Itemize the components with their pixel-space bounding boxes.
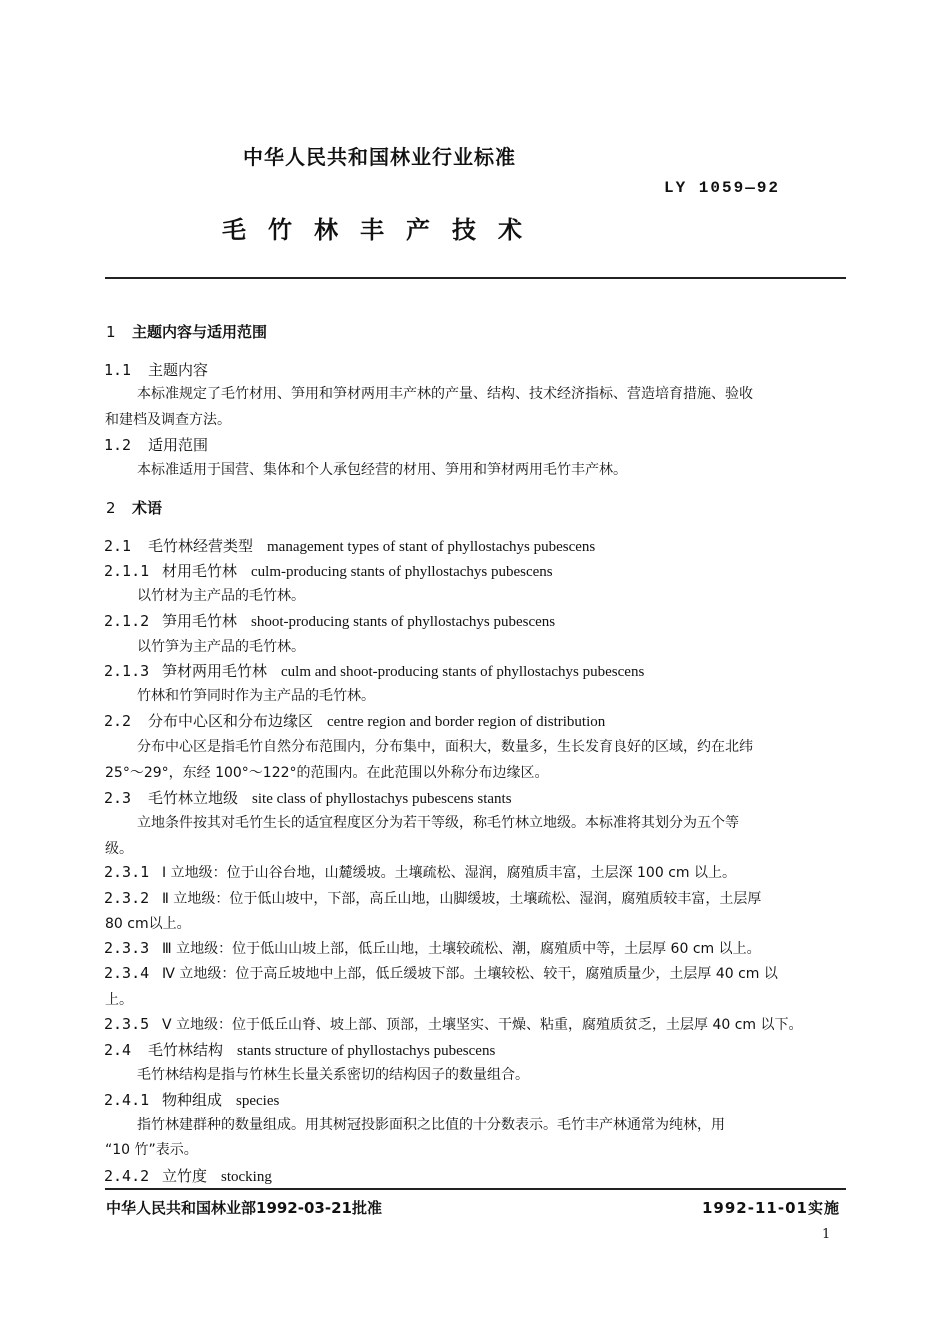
english-term: site class of phyllostachys pubescens stants <box>252 791 512 807</box>
section-title: 毛竹林经营类型 <box>148 537 254 555</box>
paragraph-line: 本标准适用于国营、集体和个人承包经营的材用、笋用和笋材两用毛竹丰产林。 <box>137 462 627 478</box>
section-number: 2.1.1 <box>104 562 150 580</box>
site-class-text: Ⅰ 立地级：位于山谷台地，山麓缓坡。土壤疏松、湿润，腐殖质丰富，土层深 100 cm 以上。 <box>162 865 736 881</box>
site-class-text: Ⅴ 立地级：位于低丘山脊、坡上部、顶部，土壤坚实、干燥、粘重，腐殖质贫乏，土层厚 40 cm 以下。 <box>162 1017 803 1033</box>
english-term: stants structure of phyllostachys pubescens <box>237 1043 496 1059</box>
paragraph-line: 和建档及调查方法。 <box>105 412 231 428</box>
site-class-2 <box>104 888 761 908</box>
section-number: 2.4.2 <box>104 1167 150 1185</box>
header-divider <box>105 277 846 279</box>
site-class-1 <box>104 862 736 882</box>
section-title: 主题内容与适用范围 <box>132 323 268 341</box>
section-title: 笋材两用毛竹林 <box>162 662 268 680</box>
section-2-1-heading <box>104 535 595 556</box>
document-title: 毛竹林丰产技术 <box>222 216 544 244</box>
section-number: 2.3.1 <box>104 863 150 881</box>
paragraph-line: 25°～29°，东经 100°～122°的范围内。在此范围以外称分布边缘区。 <box>105 765 549 781</box>
english-term: centre region and border region of distribution <box>327 714 606 730</box>
site-class-text: Ⅱ 立地级：位于低山坡中，下部，高丘山地，山脚缓坡，土壤疏松、湿润，腐殖质较丰富，土层厚 <box>162 891 762 907</box>
section-title: 毛竹林立地级 <box>148 789 239 807</box>
paragraph-line: 以竹材为主产品的毛竹林。 <box>137 588 305 604</box>
section-number: 1 <box>106 323 116 341</box>
section-1-2-heading <box>104 434 208 455</box>
section-2-3-heading <box>104 787 512 808</box>
section-2-4-heading <box>104 1039 495 1060</box>
paragraph-line: 指竹林建群种的数量组成。用其树冠投影面积之比值的十分数表示。毛竹丰产林通常为纯林，用 <box>137 1117 725 1133</box>
paragraph-line: 级。 <box>105 841 133 857</box>
section-2-1-3-heading <box>104 660 644 681</box>
paragraph-line: 毛竹林结构是指与竹林生长量关系密切的结构因子的数量组合。 <box>137 1067 529 1083</box>
paragraph-line: 80 cm以上。 <box>105 916 191 932</box>
section-title: 分布中心区和分布边缘区 <box>148 712 314 730</box>
page-number: 1 <box>822 1227 831 1242</box>
section-number: 2.3.4 <box>104 964 150 982</box>
section-title: 毛竹林结构 <box>148 1041 224 1059</box>
section-title: 适用范围 <box>148 436 209 454</box>
english-term: culm-producing stants of phyllostachys pubescens <box>251 564 553 580</box>
site-class-text: Ⅲ 立地级：位于低山山坡上部，低丘山地，土壤较疏松、潮，腐殖质中等，土层厚 60 cm 以上。 <box>162 941 761 957</box>
section-2-1-2-heading <box>104 610 555 631</box>
footer-divider <box>105 1188 846 1190</box>
site-class-5 <box>104 1014 803 1034</box>
paragraph-line: “10 竹”表示。 <box>105 1142 198 1158</box>
english-term: species <box>236 1093 280 1109</box>
section-number: 2.2 <box>104 712 132 730</box>
section-2-2-heading <box>104 710 605 731</box>
section-title: 物种组成 <box>162 1091 223 1109</box>
section-number: 2.4 <box>104 1041 132 1059</box>
paragraph-line: 以竹笋为主产品的毛竹林。 <box>137 639 305 655</box>
section-number: 2.3 <box>104 789 132 807</box>
paragraph-line: 竹林和竹笋同时作为主产品的毛竹林。 <box>137 688 375 704</box>
section-number: 2.3.5 <box>104 1015 150 1033</box>
site-class-4 <box>104 963 778 983</box>
site-class-text: Ⅳ 立地级：位于高丘坡地中上部，低丘缓坡下部。土壤较松、较干，腐殖质量少，土层厚 40 cm 以 <box>162 966 778 982</box>
section-title: 立竹度 <box>162 1167 208 1185</box>
section-number: 2.4.1 <box>104 1091 150 1109</box>
approval-date: 中华人民共和国林业部1992-03-21批准 <box>106 1199 382 1217</box>
section-title: 笋用毛竹林 <box>162 612 238 630</box>
english-term: stocking <box>221 1169 272 1185</box>
section-number: 1.1 <box>104 361 132 379</box>
section-1-1-heading <box>104 359 208 380</box>
english-term: management types of stant of phyllostachys pubescens <box>267 539 596 555</box>
paragraph-line: 立地条件按其对毛竹生长的适宜程度区分为若干等级，称毛竹林立地级。本标准将其划分为五个等 <box>137 815 739 831</box>
paragraph-line: 分布中心区是指毛竹自然分布范围内，分布集中，面积大，数量多，生长发育良好的区域，约在北纬 <box>137 739 753 755</box>
effective-date: 1992-11-01实施 <box>702 1199 840 1217</box>
section-2-4-1-heading <box>104 1089 279 1110</box>
section-number: 2.3.2 <box>104 889 150 907</box>
issuing-standard-heading: 中华人民共和国林业行业标准 <box>243 145 516 169</box>
section-number: 2.1.2 <box>104 612 150 630</box>
section-number: 2.1 <box>104 537 132 555</box>
section-2-4-2-heading <box>104 1165 272 1186</box>
section-number: 2.3.3 <box>104 939 150 957</box>
paragraph-line: 上。 <box>105 992 133 1008</box>
section-2-1-1-heading <box>104 560 553 581</box>
section-title: 材用毛竹林 <box>162 562 238 580</box>
paragraph-line: 本标准规定了毛竹材用、笋用和笋材两用丰产林的产量、结构、技术经济指标、营造培育措施、验收 <box>137 386 753 402</box>
standard-code: LY 1059—92 <box>664 179 781 197</box>
english-term: culm and shoot-producing stants of phyllostachys pubescens <box>281 664 645 680</box>
section-2-heading <box>106 497 162 518</box>
section-number: 1.2 <box>104 436 132 454</box>
section-title: 主题内容 <box>148 361 209 379</box>
english-term: shoot-producing stants of phyllostachys pubescens <box>251 614 556 630</box>
section-number: 2 <box>106 499 116 517</box>
section-number: 2.1.3 <box>104 662 150 680</box>
site-class-3 <box>104 938 761 958</box>
section-title: 术语 <box>132 499 163 517</box>
section-1-heading <box>106 321 267 342</box>
